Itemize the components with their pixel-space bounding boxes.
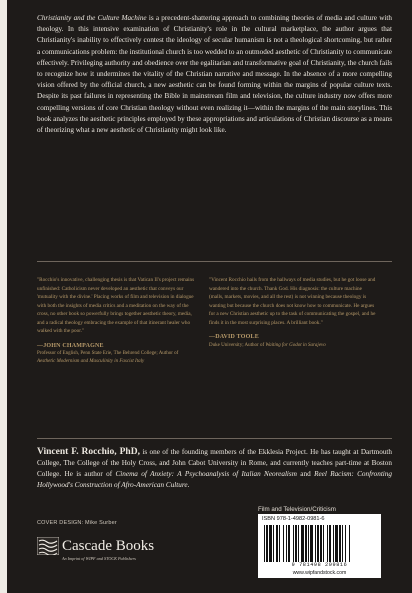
publisher-name: Cascade Books	[62, 538, 155, 554]
cover-design-credit: COVER DESIGN: Mike Surber	[37, 520, 117, 526]
book-description	[37, 13, 392, 136]
author-name: Vincent F. Rocchio, PhD,	[37, 447, 140, 457]
author-bio: Vincent F. Rocchio, PhD, is one of the founding members of the Ekklesia Project. He has taught at Dartmouth College, The College of the Holy Cross, and John Cabot University in Rome, and currently teaches part-time at Boston College. He is author of Cinema of Anxiety: A Psychoanalysis of Italian Neorealism and Reel Racism: Confronting Hollywood's Construction of Afro-American Culture.	[37, 447, 393, 489]
barcode-block	[258, 514, 381, 578]
endorsement-quote: "Rocchio's innovative, challenging thesis is that Vatican II's project remains unfinished: Catholicism never developed an aesthetic that conveys our 'mutuality with the divine.' Placing works of film and television in dialogue with both the insights of media critics and a meditation on the way of the cross, no other book so powerfully brings together aesthetic theory, media, and a radical theology embracing the example of that itinerant healer who walked with the poor."	[37, 277, 195, 334]
book-title: Christianity and the Culture Machine	[37, 14, 147, 22]
endorser-name: —DAVID TOOLE	[209, 334, 259, 340]
isbn-label: ISBN 978-1-4982-0981-6	[262, 516, 325, 522]
publisher-logo	[37, 537, 177, 567]
description-text: is a precedent-shattering approach to combining theories of media and culture with theology. In this intensive examination of Christianity's role in the cultural marketplace, the author argues that Christianity's inability to effectively contest the ideology of secular humanism is not a theological shortcoming, but rather a communications problem: the institutional church is too wedded to an outmoded aesthetic of Christianity to communicate effectively. Privileging authority and obedience over the egalitarian and transformative goal of Christianity, the church fails to recognize how it undermines the vitality of the Christian narrative and message. In the absence of a more compelling vision offered by the official church, a new aesthetic can be found forming within the margins of popular culture texts. Despite its past failures in representing the Bible in mainstream film and television, the culture industry now offers more compelling versions of core Christian theology without even realizing it—within the margins of the main storylines. This book analyzes the aesthetic principles employed by these appropriations and articulations of Christian discourse as a means of theorizing what a new aesthetic of Christianity might look like.	[37, 14, 392, 135]
endorsement-quote: "Vincent Rocchio hails from the hallways of media studies, but he got loose and wandered into the church. Thank God. His diagnosis: the culture machine (malls, markets, movies, and all the rest) is not winning because theology is wanting but because the church does not know how to communicate. He argues for a new Christian aesthetic up to the task of communicating the gospel, and he finds it in the most surprising places. A brilliant book."	[209, 277, 376, 326]
publisher-url: www.wipfandstock.com	[292, 570, 347, 576]
endorser-affiliation: Duke University; Author of Waiting for Godot in Sarajevo	[209, 342, 326, 348]
barcode-icon	[262, 525, 377, 562]
endorsement-1	[37, 276, 197, 365]
book-category: Film and Television/Criticism	[258, 506, 336, 513]
divider-top	[37, 261, 392, 262]
publisher-tagline: An Imprint of WIPF and STOCK Publishers	[62, 556, 136, 561]
spine-edge	[0, 0, 7, 593]
author-book-1: Cinema of Anxiety: A Psychoanalysis of Italian Neorealism	[115, 470, 297, 478]
endorser-name: —JOHN CHAMPAGNE	[37, 342, 104, 349]
endorser-affiliation: Professor of English, Penn State Erie, The Behrend College; Author of Aesthetic Modernism and Masculinity in Fascist Italy	[37, 351, 179, 364]
divider-bottom	[37, 438, 392, 439]
endorsement-2	[209, 276, 377, 349]
barcode-number: 9 781498 209816	[291, 562, 348, 568]
author-book-2: Reel Racism: Confronting Hollywood's Construction of Afro-American Culture	[37, 470, 392, 489]
cascade-waterfall-icon	[37, 537, 59, 555]
